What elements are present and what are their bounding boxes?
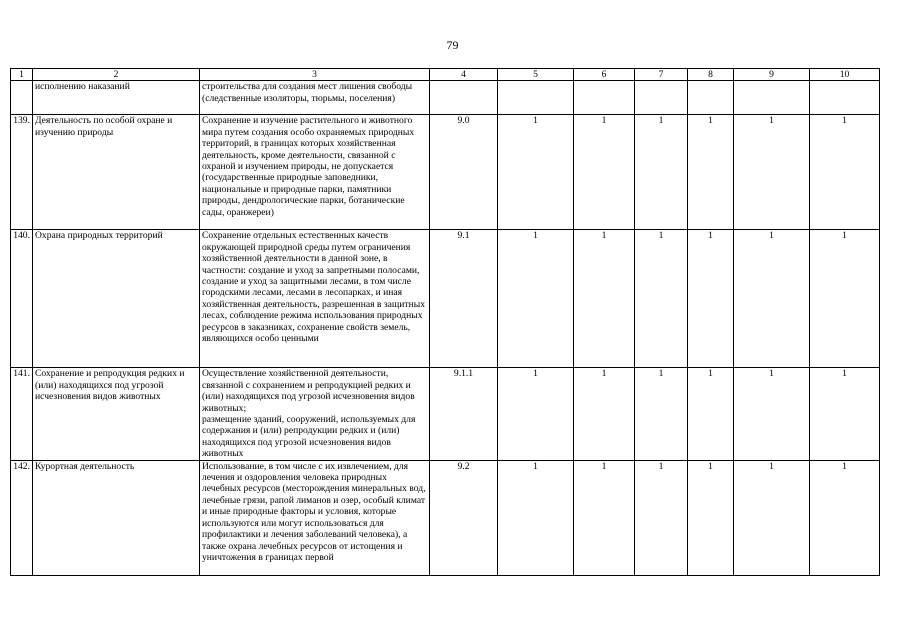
zone-value: 1: [688, 115, 734, 230]
column-header: 2: [33, 69, 200, 81]
zone-value: 1: [574, 368, 635, 460]
column-header: 10: [810, 69, 880, 81]
activity-name: Сохранение и репродукция редких и (или) находящихся под угрозой исчезновения видов животных: [33, 368, 200, 460]
activity-description: строительства для создания мест лишения свободы (следственные изоляторы, тюрьмы, поселения): [200, 81, 430, 115]
zone-value: [688, 81, 734, 115]
zone-value: 1: [574, 460, 635, 575]
zone-value: 1: [498, 460, 574, 575]
activity-code: 9.2: [430, 460, 498, 575]
activity-name: Курортная деятельность: [33, 460, 200, 575]
zone-value: 1: [635, 460, 688, 575]
table-row: [11, 115, 880, 230]
zone-value: 1: [498, 115, 574, 230]
row-number: 139.: [11, 115, 33, 230]
zone-value: 1: [498, 230, 574, 368]
table-row: [11, 230, 880, 368]
zone-value: 1: [734, 115, 810, 230]
row-number: [11, 81, 33, 115]
activity-code: 9.1: [430, 230, 498, 368]
activity-description: Сохранение отдельных естественных качеств окружающей природной среды путем ограничения хозяйственной деятельности в данной зоне, в частности: создание и уход за запретными полосами, создание и уход за защитными лесами, в том числе городскими лесами, лесами в лесопарках, и иная хозяйственная деятельность, разрешенная в защитных лесах, соблюдение режима использования природных ресурсов в заказниках, сохранение свойств земель, являющихся особо ценными: [200, 230, 430, 368]
activity-code: 9.1.1: [430, 368, 498, 460]
zone-value: 1: [574, 115, 635, 230]
zone-value: [810, 81, 880, 115]
land-use-table: [10, 68, 880, 576]
zone-value: 1: [734, 230, 810, 368]
column-number-row: [11, 69, 880, 81]
zone-value: 1: [734, 460, 810, 575]
zone-value: [574, 81, 635, 115]
column-header: 4: [430, 69, 498, 81]
activity-description: Сохранение и изучение растительного и животного мира путем создания особо охраняемых природных территорий, в границах которых хозяйственная деятельность, кроме деятельности, связанной с охраной и изучением природы, не допускается (государственные природные заповедники, национальные и природные парки, памятники природы, дендрологические парки, ботанические сады, оранжереи): [200, 115, 430, 230]
row-number: 141.: [11, 368, 33, 460]
column-header: 3: [200, 69, 430, 81]
activity-name: Деятельность по особой охране и изучению природы: [33, 115, 200, 230]
page-number: 79: [446, 38, 459, 52]
zone-value: 1: [635, 115, 688, 230]
column-header: 7: [635, 69, 688, 81]
zone-value: 1: [810, 115, 880, 230]
zone-value: 1: [688, 230, 734, 368]
activity-description: Использование, в том числе с их извлечением, для лечения и оздоровления человека природных лечебных ресурсов (месторождения минеральных вод, лечебные грязи, рапой лиманов и озер, особый климат и иные природные факторы и условия, которые используются или могут использоваться для профилактики и лечения заболеваний человека), а также охрана лечебных ресурсов от истощения и уничтожения в границах первой: [200, 460, 430, 575]
zone-value: 1: [635, 368, 688, 460]
zone-value: 1: [574, 230, 635, 368]
zone-value: [635, 81, 688, 115]
column-header: 8: [688, 69, 734, 81]
row-number: 140.: [11, 230, 33, 368]
zone-value: [498, 81, 574, 115]
zone-value: [734, 81, 810, 115]
zone-value: 1: [498, 368, 574, 460]
table-row: [11, 460, 880, 575]
activity-name: исполнению наказаний: [33, 81, 200, 115]
column-header: 9: [734, 69, 810, 81]
activity-code: 9.0: [430, 115, 498, 230]
table-row: [11, 81, 880, 115]
zone-value: 1: [734, 368, 810, 460]
zone-value: 1: [688, 460, 734, 575]
table-row: [11, 368, 880, 460]
column-header: 5: [498, 69, 574, 81]
column-header: 1: [11, 69, 33, 81]
row-number: 142.: [11, 460, 33, 575]
column-header: 6: [574, 69, 635, 81]
zone-value: 1: [635, 230, 688, 368]
zone-value: 1: [810, 368, 880, 460]
activity-name: Охрана природных территорий: [33, 230, 200, 368]
activity-description: Осуществление хозяйственной деятельности, связанной с сохранением и репродукцией редких и (или) находящихся под угрозой исчезновения видов животных; размещение зданий, сооружений, используемых для содержания и (или) репродукции редких и (или) находящихся под угрозой исчезновения видов животных: [200, 368, 430, 460]
activity-code: [430, 81, 498, 115]
zone-value: 1: [688, 368, 734, 460]
zone-value: 1: [810, 460, 880, 575]
zone-value: 1: [810, 230, 880, 368]
